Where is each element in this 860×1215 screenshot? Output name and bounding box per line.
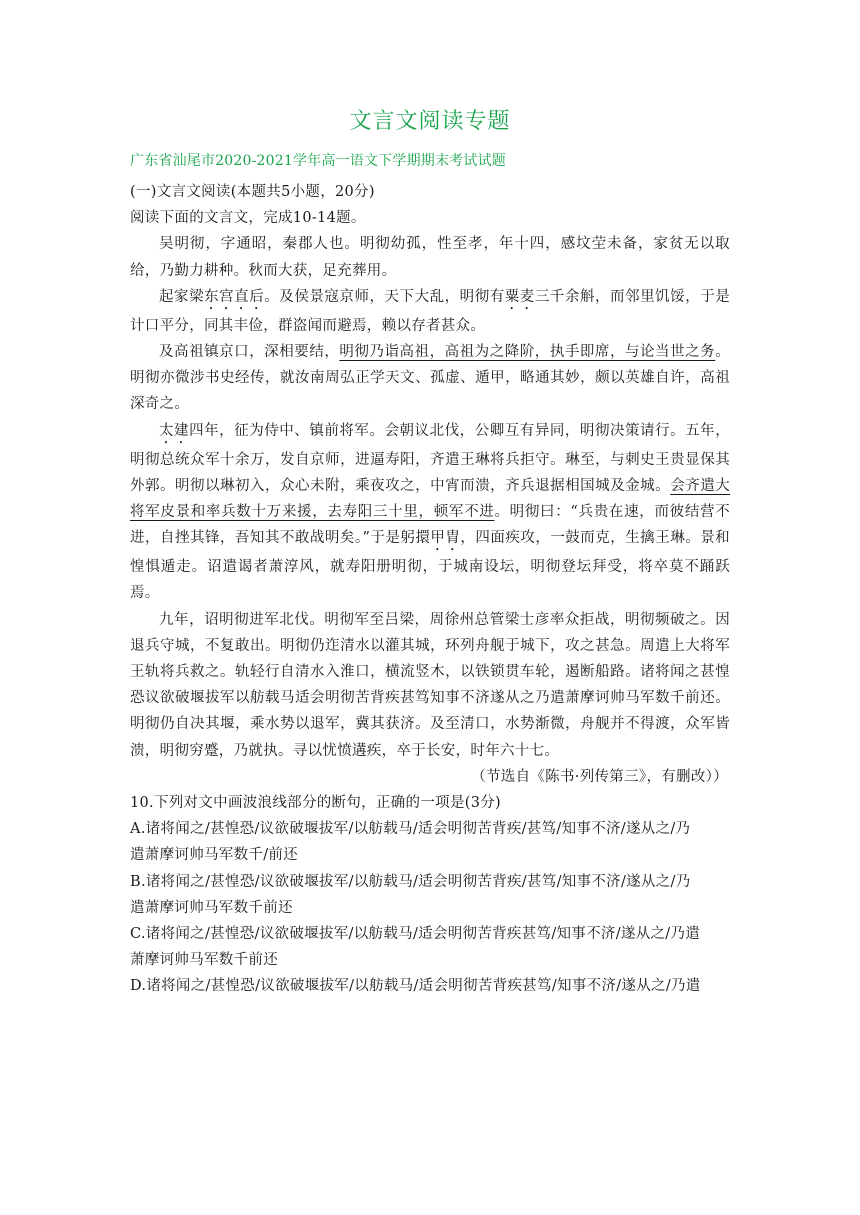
p3-text-a: 及高祖镇京口，深相要结， xyxy=(159,344,340,361)
p4-text-b: 。明彻曰：“兵贵在速，而彼结营不进，自挫其锋，吾知其不敢战明矣。”于是躬擐 xyxy=(130,504,730,547)
option-c xyxy=(130,921,730,973)
option-b-line-1: B.诸将闻之/甚惶恐/议欲破堰拔军/以舫载马/适会明彻苦背疾/甚笃/知事不济/遂从之/乃 xyxy=(130,873,691,890)
p2-dotted-term-1: 东宫直后 xyxy=(204,288,265,305)
option-a-line-2: 遣萧摩诃帅马军数千/前还 xyxy=(130,847,298,864)
option-a xyxy=(130,816,730,868)
passage-paragraph-1: 吴明彻，字通昭，秦郡人也。明彻幼孤，性至孝，年十四，感坟茔未备，家贫无以取给，乃勤力耕种。秋而大获，足充葬用。 xyxy=(130,236,730,279)
option-c-line-1: C.诸将闻之/甚惶恐/议欲破堰拔军/以舫载马/适会明彻苦背疾甚笃/知事不济/遂从之/乃遣 xyxy=(130,926,701,943)
p4-text-c: ，四面疾攻，一鼓而克，生擒王琳。景和惶惧遁走。诏遣谒者萧淳风，就寿阳册明彻，于城南设坛，明彻登坛拜受，将卒莫不踊跃焉。 xyxy=(130,530,730,602)
option-d-line-1: D.诸将闻之/甚惶恐/议欲破堰拔军/以舫载马/适会明彻苦背疾甚笃/知事不济/遂从之/乃遣 xyxy=(130,978,701,995)
exam-source: 广东省汕尾市2020-2021学年高一语文下学期期末考试试题 xyxy=(130,153,506,169)
passage-citation: （节选自《陈书·列传第三》，有删改）） xyxy=(471,768,728,785)
p2-dotted-term-2: 粟麦 xyxy=(504,288,535,305)
option-b xyxy=(130,869,730,921)
p2-text-c: 三千余斛，而邻里饥馁，于是计口平分，同其丰俭，群盗闻而避焉，赖以存者甚众。 xyxy=(130,288,731,334)
option-b-line-2: 遣萧摩诃帅马军数千前还 xyxy=(130,899,293,916)
page-title: 文言文阅读专题 xyxy=(349,109,511,134)
section-heading: (一)文言文阅读(本题共5小题，20分) xyxy=(130,184,375,200)
p2-text-a: 起家梁 xyxy=(159,288,205,305)
option-d xyxy=(130,973,730,999)
passage-paragraph-4 xyxy=(130,418,730,607)
p2-text-b: 。及侯景寇京师，天下大乱，明彻有 xyxy=(264,288,505,305)
option-a-line-1: A.诸将闻之/甚惶恐/议欲破堰拔军/以舫载马/适会明彻苦背疾/甚笃/知事不济/遂从之/乃 xyxy=(130,821,691,838)
section-instruction: 阅读下面的文言文，完成10-14题。 xyxy=(130,210,366,227)
passage-paragraph-5: 九年，诏明彻进军北伐。明彻军至吕梁，周徐州总管梁士彦率众拒战，明彻频破之。因退兵守城，不复敢出。明彻仍迮清水以灌其城，环列舟舰于城下，攻之甚急。周遣上大将军王轨将兵救之。轨轻行自清水入淮口，横流竖木，以铁锁贯车轮，遏断船路。诸将闻之甚惶恐议欲破堰拔军以舫载马适会明彻苦背疾甚笃知事不济遂从之乃遣萧摩诃帅马军数千前还。明彻仍自决其堰，乘水势以退军，冀其获济。及至清口，水势渐微，舟舰并不得渡，众军皆溃，明彻穷蹙，乃就执。寻以忧愤遘疾，卒于长安，时年六十七。 xyxy=(130,611,730,759)
question-stem: 10.下列对文中画波浪线部分的断句，正确的一项是(3分) xyxy=(130,795,501,812)
passage-paragraph-3 xyxy=(130,339,730,418)
p3-text-b: 。明彻亦微涉书史经传，就汝南周弘正学天文、孤虚、遁甲，略通其妙，颇以英雄自许，高祖深奇之。 xyxy=(130,344,730,413)
p4-dotted-term-1: 太建 xyxy=(159,422,190,439)
article-body xyxy=(130,179,730,1000)
option-c-line-2: 萧摩诃帅马军数千前还 xyxy=(130,952,278,969)
passage-paragraph-2 xyxy=(130,284,730,339)
p4-text-a: 四年，征为侍中、镇前将军。会朝议北伐，公卿互有异同，明彻决策请行。五年，明彻总统众军十余万，发自京师，进逼寿阳，齐遣王琳将兵拒守。琳至，与刺史王贵显保其外郭。明彻以琳初入，众心未附，乘夜攻之，中宵而溃，齐兵退据相国城及金城。 xyxy=(130,422,731,494)
p4-underlined-sentence: 会齐遣大将军皮景和率兵数十万来援，去寿阳三十里，顿军不进 xyxy=(130,477,731,521)
p4-dotted-term-2: 甲胄 xyxy=(430,530,461,547)
p3-underlined-sentence: 明彻乃诣高祖，高祖为之降阶，执手即席，与论当世之务 xyxy=(339,344,716,361)
